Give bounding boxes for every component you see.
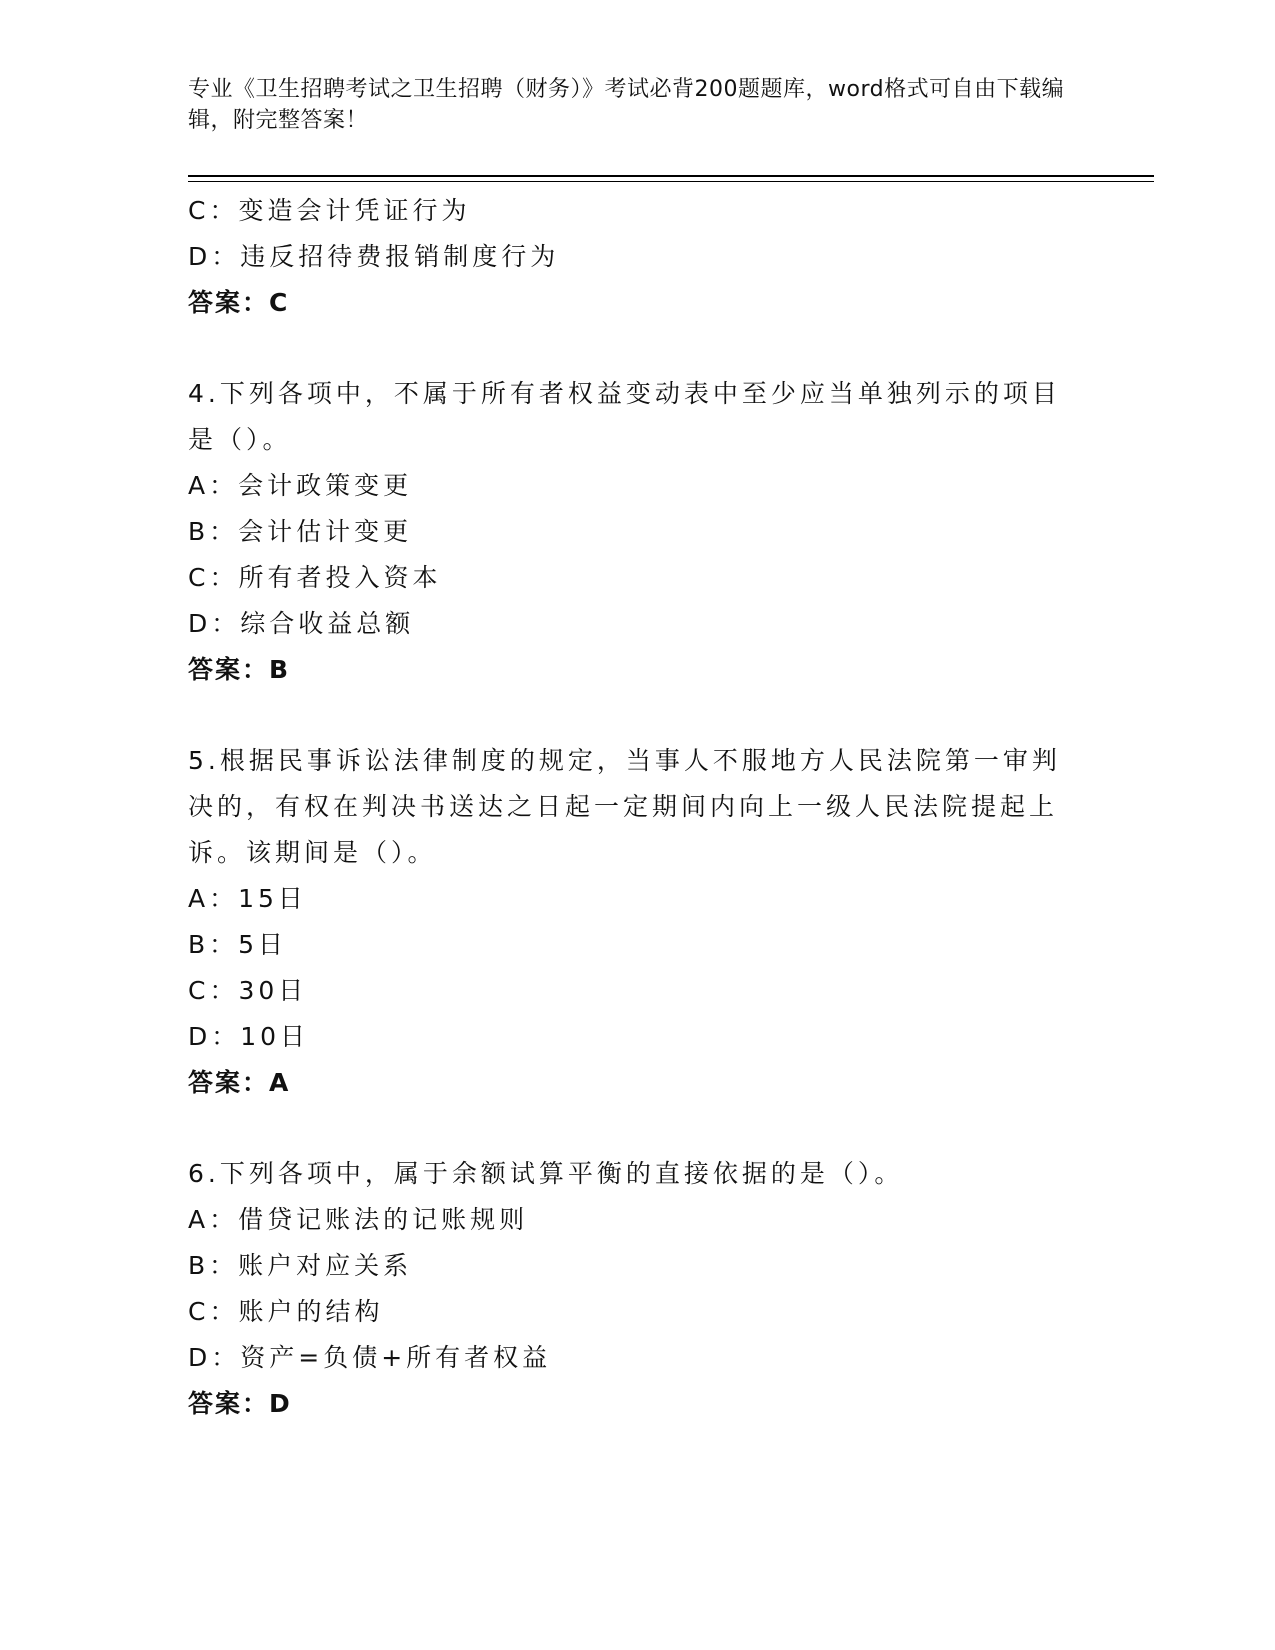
- option-c: C：所有者投入资本: [188, 563, 442, 592]
- question-text: 诉。该期间是（）。: [188, 838, 437, 867]
- option-d: D：10日: [188, 1022, 310, 1051]
- header-divider-thin: [188, 181, 1154, 182]
- question-list: [188, 188, 1068, 1427]
- question-text: 5.根据民事诉讼法律制度的规定，当事人不服地方人民法院第一审判: [188, 746, 1061, 775]
- option-b: B：5日: [188, 930, 288, 959]
- answer-line: 答案：B: [188, 655, 291, 684]
- option-d: D：违反招待费报销制度行为: [188, 242, 560, 271]
- option-c: C：30日: [188, 976, 308, 1005]
- header-divider-thick: [188, 175, 1154, 177]
- option-b: B：会计估计变更: [188, 517, 413, 546]
- question-text: 决的，有权在判决书送达之日起一定期间内向上一级人民法院提起上: [188, 792, 1059, 821]
- option-a: A：15日: [188, 884, 307, 913]
- option-d: D：资产=负债+所有者权益: [188, 1343, 552, 1372]
- answer-line: 答案：A: [188, 1068, 291, 1097]
- option-a: A：借贷记账法的记账规则: [188, 1205, 529, 1234]
- option-a: A：会计政策变更: [188, 471, 413, 500]
- question-text: 6.下列各项中，属于余额试算平衡的直接依据的是（）。: [188, 1159, 904, 1188]
- answer-line: 答案：C: [188, 288, 290, 317]
- document-header: 专业《卫生招聘考试之卫生招聘（财务）》考试必背200题题库，word格式可自由下载编辑，附完整答案！: [188, 77, 1065, 133]
- option-c: C：账户的结构: [188, 1297, 384, 1326]
- option-b: B：账户对应关系: [188, 1251, 413, 1280]
- option-d: D：综合收益总额: [188, 609, 415, 638]
- question-text: 是（）。: [188, 425, 292, 454]
- answer-line: 答案：D: [188, 1389, 292, 1418]
- question-text: 4.下列各项中，不属于所有者权益变动表中至少应当单独列示的项目: [188, 379, 1061, 408]
- option-c: C：变造会计凭证行为: [188, 196, 471, 225]
